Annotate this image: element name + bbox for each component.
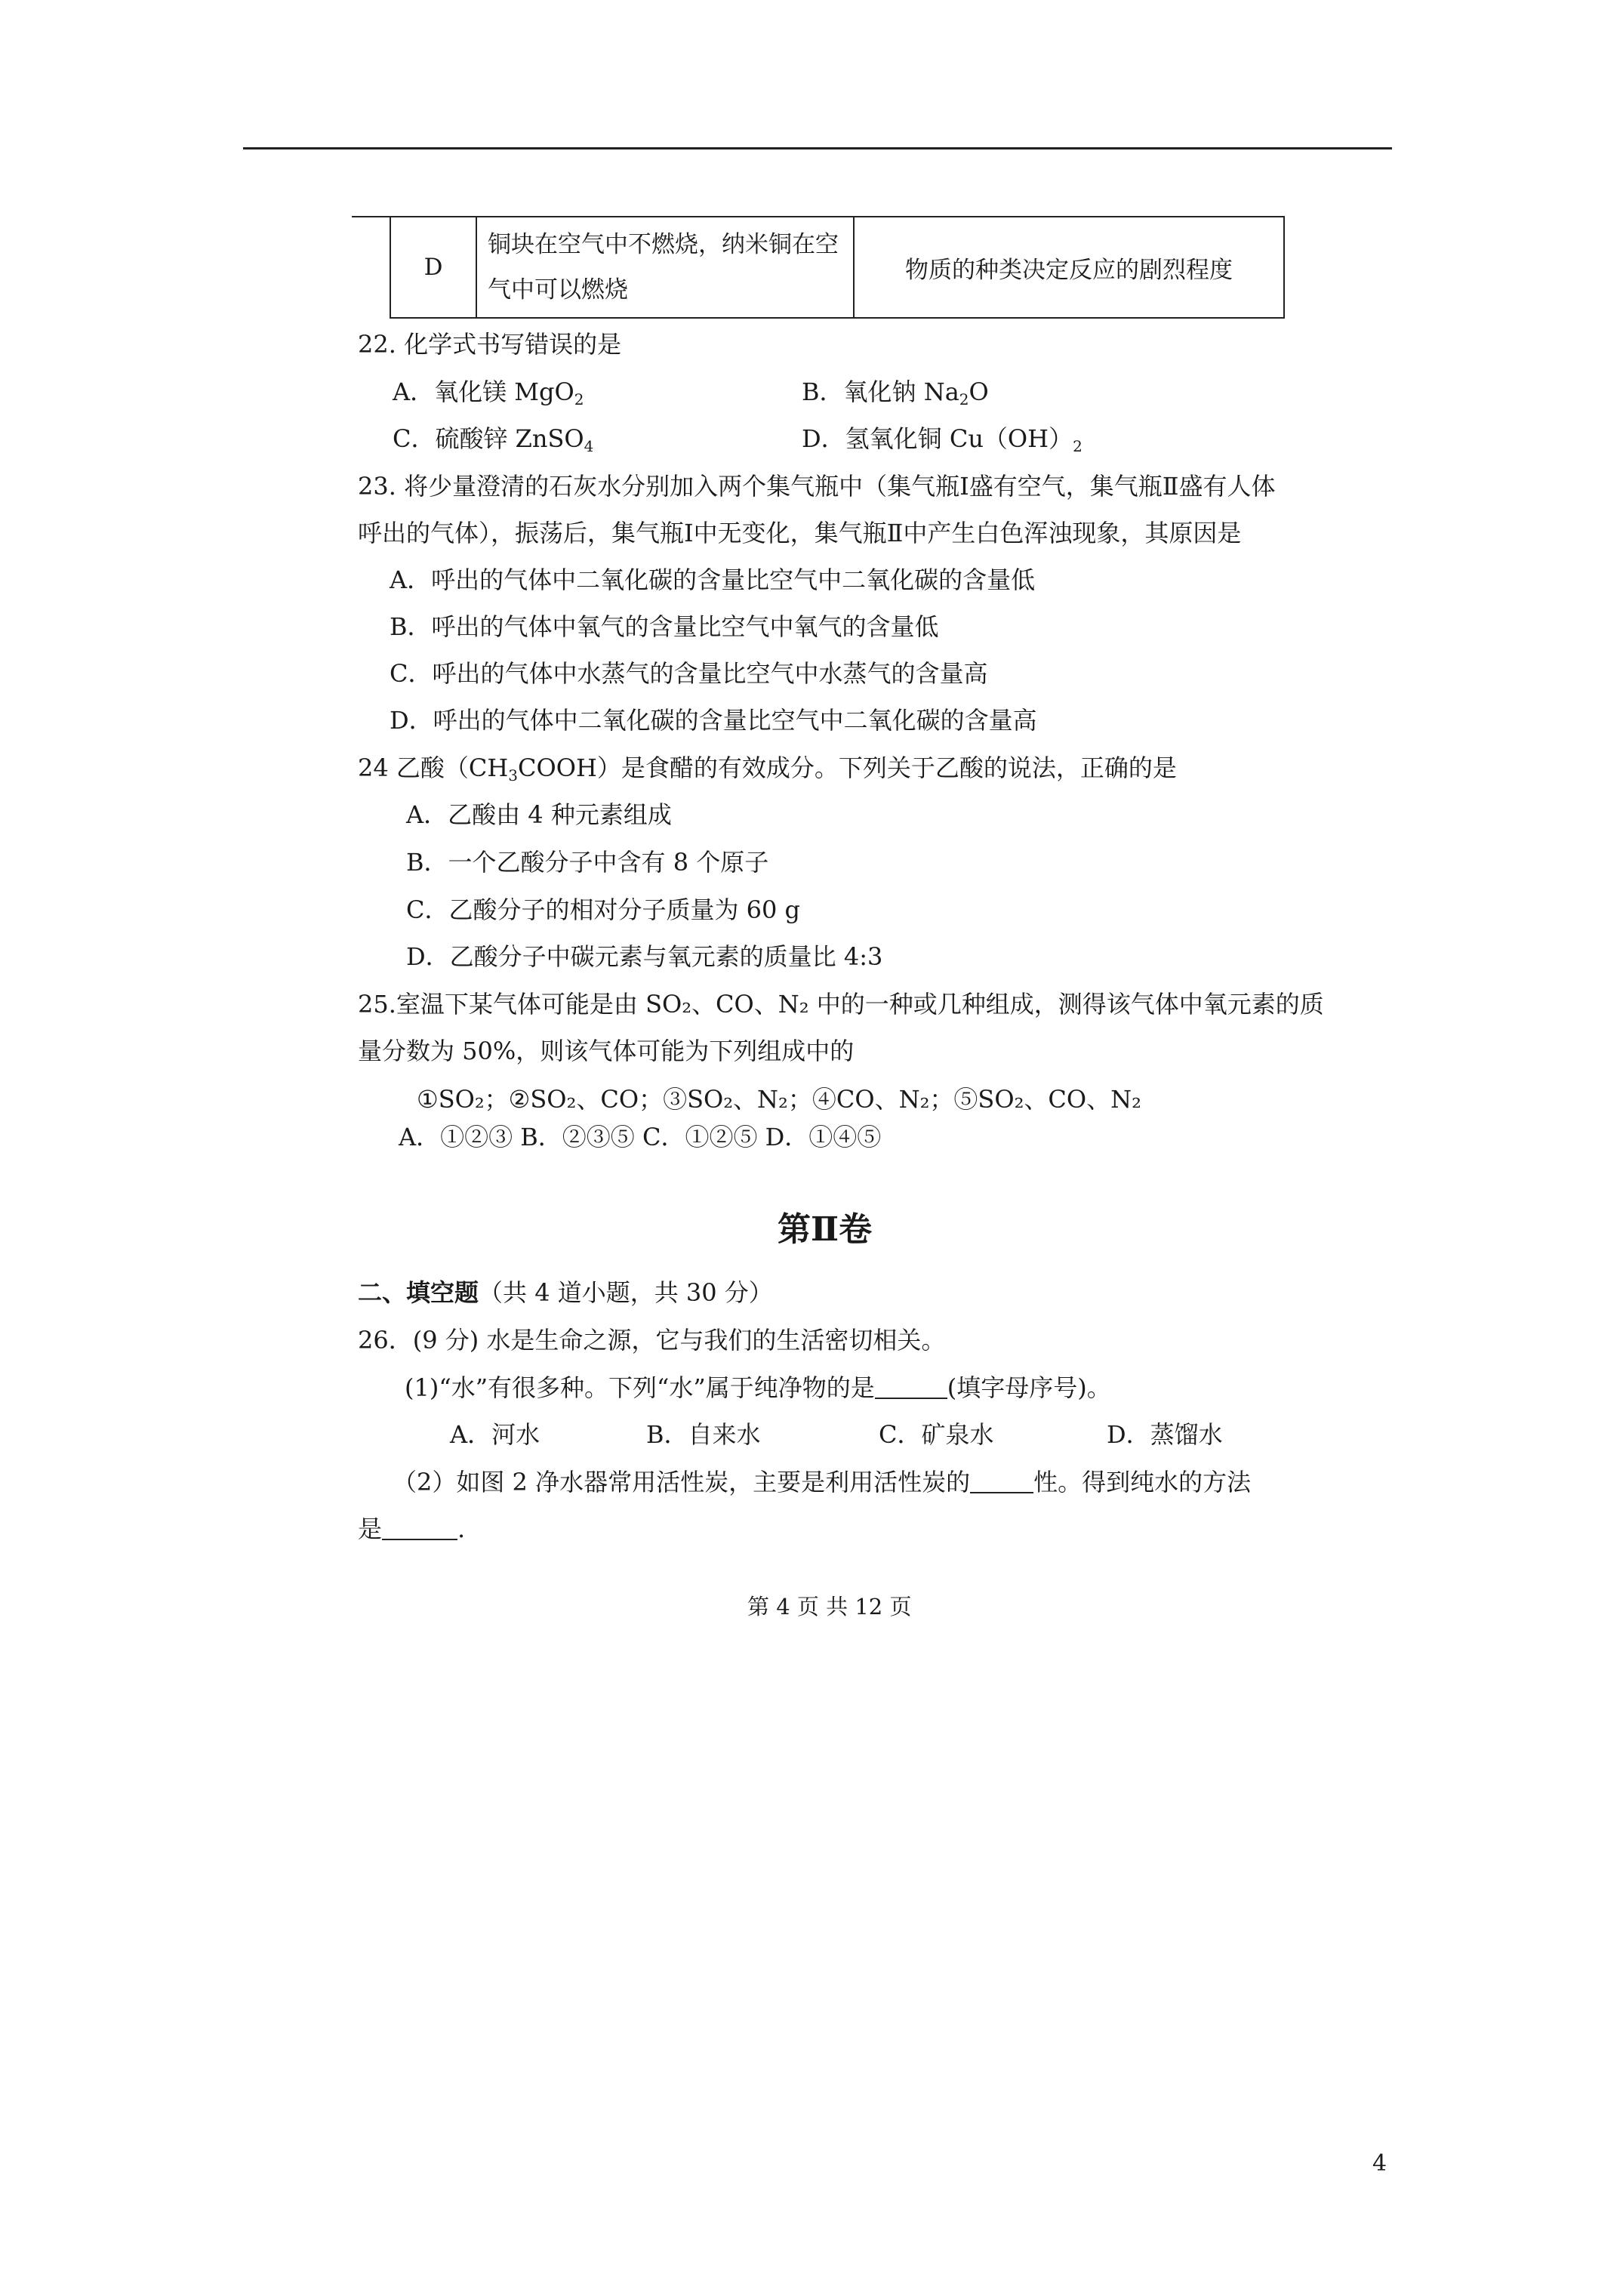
answer-table	[390, 216, 1285, 319]
q26-option-c: C．矿泉水	[879, 1420, 994, 1449]
page-footer: 第 4 页 共 12 页	[747, 1594, 912, 1620]
q26-part-2: （2）如图 2 净水器常用活性炭，主要是利用活性炭的 性。得到纯水的方法	[393, 1468, 1252, 1496]
q25-composition-list: ①SO₂；②SO₂、CO；③SO₂、N₂；④CO、N₂；⑤SO₂、CO、N₂	[417, 1085, 1141, 1114]
answer-blank	[970, 1469, 1033, 1493]
q25-stem-line-1: 25.室温下某气体可能是由 SO₂、CO、N₂ 中的一种或几种组成，测得该气体中氧元素的质	[358, 990, 1324, 1019]
phenomenon-line-2: 气中可以燃烧	[488, 276, 628, 304]
section-heading: 二、填空题（共 4 道小题，共 30 分）	[358, 1278, 773, 1307]
q24-option-c: C．乙酸分子的相对分子质量为 60 g	[406, 895, 801, 924]
q26-option-b: B．自来水	[646, 1420, 761, 1449]
q25-stem-line-2: 量分数为 50%，则该气体可能为下列组成中的	[358, 1037, 855, 1065]
header-rule	[243, 147, 1392, 149]
table-cell-phenomenon	[476, 217, 854, 318]
q24-option-a: A．乙酸由 4 种元素组成	[406, 800, 672, 829]
table-row	[390, 217, 1284, 318]
q23-option-c: C．呼出的气体中水蒸气的含量比空气中水蒸气的含量高	[390, 659, 988, 688]
q26-part-2-cont: 是 .	[358, 1515, 466, 1543]
q23-option-a: A．呼出的气体中二氧化碳的含量比空气中二氧化碳的含量低	[390, 566, 1036, 594]
q26-option-d: D．蒸馏水	[1107, 1420, 1223, 1449]
phenomenon-line-1: 铜块在空气中不燃烧，纳米铜在空	[488, 231, 839, 258]
q26-option-a: A．河水	[450, 1420, 540, 1449]
q26-stem: 26．(9 分) 水是生命之源，它与我们的生活密切相关。	[358, 1326, 946, 1354]
table-cell-explanation: 物质的种类决定反应的剧烈程度	[854, 217, 1284, 318]
table-top-line	[352, 216, 390, 217]
answer-blank	[875, 1375, 947, 1399]
q22-option-b: B．氧化钠 $Na_2O$	[802, 378, 989, 408]
table-cell-letter: D	[390, 217, 476, 318]
answer-blank	[382, 1516, 457, 1540]
section-title: 第Ⅱ卷	[778, 1210, 873, 1249]
q24-option-b: B．一个乙酸分子中含有 8 个原子	[406, 848, 769, 877]
page-number: 4	[1372, 2150, 1387, 2177]
q22-option-d: D．氢氧化铜 $Cu(OH)_2$	[802, 424, 1083, 455]
q23-stem-line-2: 呼出的气体），振荡后，集气瓶Ⅰ中无变化，集气瓶Ⅱ中产生白色浑浊现象，其原因是	[358, 519, 1242, 547]
q24-option-d: D．乙酸分子中碳元素与氧元素的质量比 4:3	[406, 942, 883, 971]
q25-answer-options: A．①②③ B．②③⑤ C．①②⑤ D．①④⑤	[399, 1123, 882, 1151]
q26-part-1: (1)“水”有很多种。下列“水”属于纯净物的是 (填字母序号)。	[405, 1373, 1111, 1402]
q22-option-c: C．硫酸锌 ZnSO$_4$	[393, 424, 594, 455]
q23-option-d: D．呼出的气体中二氧化碳的含量比空气中二氧化碳的含量高	[390, 706, 1037, 735]
q23-stem-line-1: 23. 将少量澄清的石灰水分别加入两个集气瓶中（集气瓶Ⅰ盛有空气，集气瓶Ⅱ盛有人体	[358, 472, 1276, 501]
q22-stem: 22. 化学式书写错误的是	[358, 330, 622, 359]
q22-option-a: A．氧化镁 MgO$_2$	[393, 378, 584, 408]
q23-option-b: B．呼出的气体中氧气的含量比空气中氧气的含量低	[390, 612, 939, 641]
q24-stem: 24 乙酸$(CH_3COOH)$是食醋的有效成分。下列关于乙酸的说法，正确的是	[358, 754, 1177, 784]
